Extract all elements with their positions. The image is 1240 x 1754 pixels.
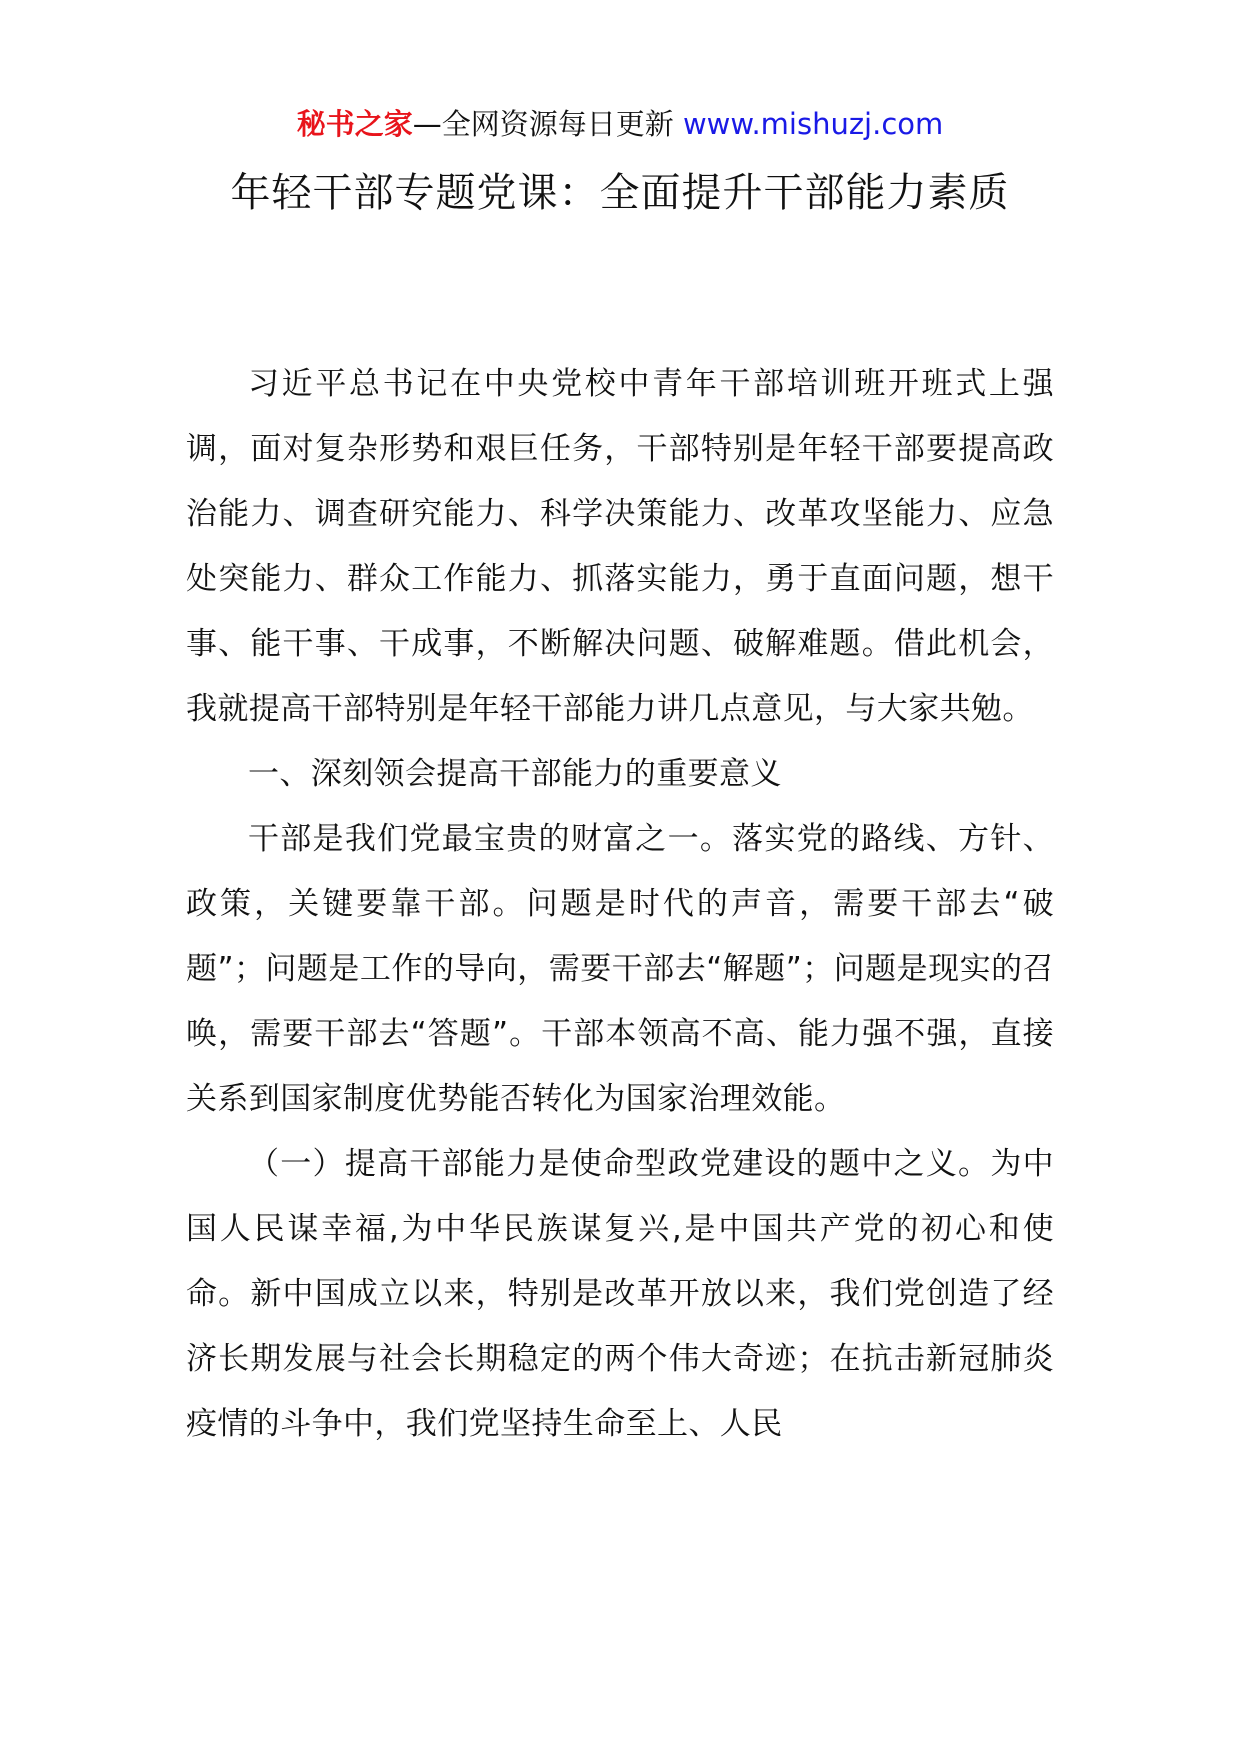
body-paragraph: 干部是我们党最宝贵的财富之一。落实党的路线、方针、政策，关键要靠干部。问题是时代的声音，需要干部去“破题”；问题是工作的导向，需要干部去“解题”；问题是现实的召唤，需要干部去“答题”。干部本领高不高、能力强不强，直接关系到国家制度优势能否转化为国家治理效能。 bbox=[186, 821, 1054, 1117]
site-url-link[interactable]: www.mishuzj.com bbox=[682, 107, 944, 141]
document-title: 年轻干部专题党课：全面提升干部能力素质 bbox=[230, 170, 1010, 216]
site-header bbox=[0, 104, 1240, 144]
document-body bbox=[186, 352, 1054, 1457]
intro-paragraph: 习近平总书记在中央党校中青年干部培训班开班式上强调，面对复杂形势和艰巨任务，干部特别是年轻干部要提高政治能力、调查研究能力、科学决策能力、改革攻坚能力、应急处突能力、群众工作能力、抓落实能力，勇于直面问题，想干事、能干事、干成事，不断解决问题、破解难题。借此机会，我就提高干部特别是年轻干部能力讲几点意见，与大家共勉。 bbox=[186, 366, 1054, 727]
subsection-paragraph: （一）提高干部能力是使命型政党建设的题中之义。为中国人民谋幸福,为中华民族谋复兴,是中国共产党的初心和使命。新中国成立以来，特别是改革开放以来，我们党创造了经济长期发展与社会长期稳定的两个伟大奇迹；在抗击新冠肺炎疫情的斗争中，我们党坚持生命至上、人民 bbox=[186, 1146, 1054, 1442]
section-heading: 一、深刻领会提高干部能力的重要意义 bbox=[248, 756, 782, 792]
header-tagline: —全网资源每日更新 bbox=[412, 107, 683, 141]
brand-name: 秘书之家 bbox=[296, 107, 413, 141]
